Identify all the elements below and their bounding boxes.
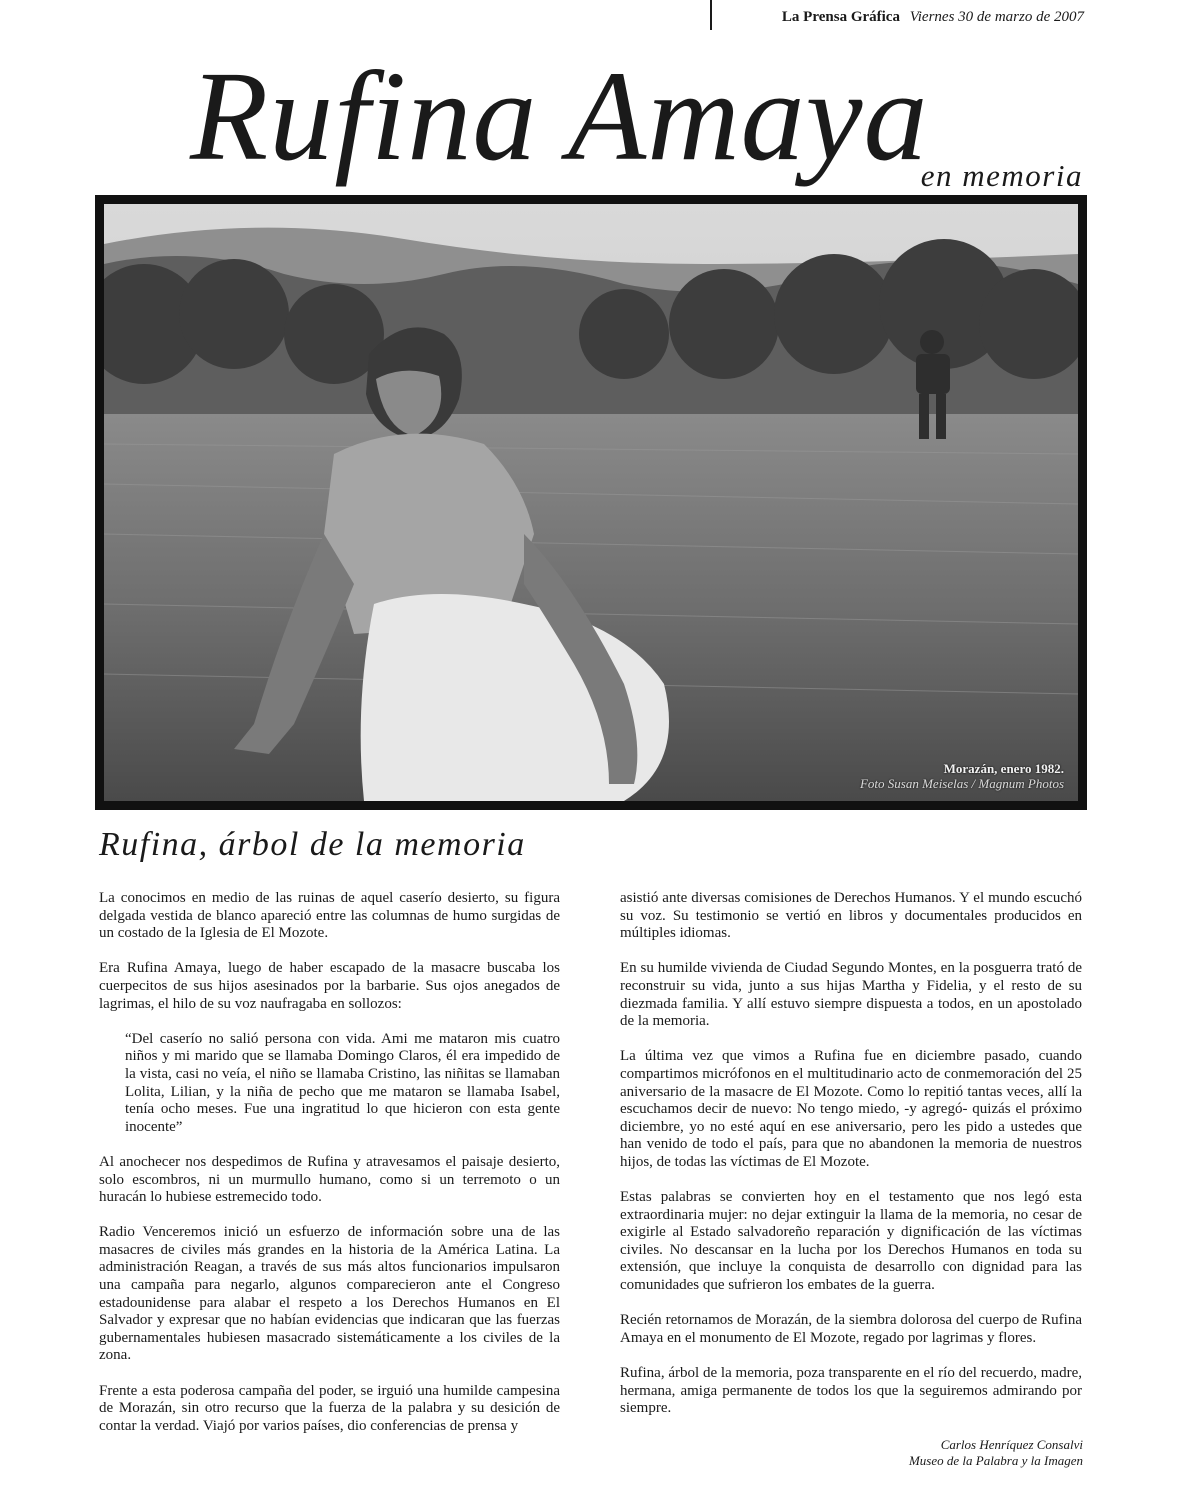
paragraph: En su humilde vivienda de Ciudad Segundo Montes, en la posguerra trató de reconstruir su vida, junto a sus hijas Martha y Fidelia, y el resto de su diezmada familia. Y allí estuvo siempre dispuesta a todos, en un apostolado de la memoria. <box>620 960 1082 1030</box>
paragraph: La última vez que vimos a Rufina fue en diciembre pasado, cuando compartimos micrófonos en el multitudinario acto de conmemoración del 25 aniversario de la masacre de El Mozote. Como lo repitió tantas veces, allí la escuchamos decir de nuevo: No tengo miedo, -y agregó- quizás el próximo diciembre, yo no esté aquí en ese aniversario, pero les pido a ustedes que han venido de todo el país, para que no abandonen la memoria de nuestros hijos, de todas las víctimas de El Mozote. <box>620 1048 1082 1170</box>
article-left-column <box>99 890 560 1453</box>
paragraph: Radio Venceremos inició un esfuerzo de información sobre una de las masacres de civiles más grandes en la historia de la América Latina. La administración Reagan, a través de sus más altos funcionarios impulsaron una campaña para negarlo, algunos comparecieron ante el Congreso estadounidense para alabar el respeto a los Derechos Humanos en El Salvador y expresar que no habían evidencias que indicaran que las fuerzas gubernamentales hubiesen masacrado sistemáticamente a los civiles de la zona. <box>99 1224 560 1364</box>
paragraph: Era Rufina Amaya, luego de haber escapado de la masacre buscaba los cuerpecitos de sus hijos asesinados por la barbarie. Sus ojos anegados de lagrimas, el hilo de su voz naufragaba en sollozos: <box>99 960 560 1012</box>
masthead <box>782 9 1084 26</box>
author-signature <box>909 1437 1083 1469</box>
paragraph: La conocimos en medio de las ruinas de aquel caserío desierto, su figura delgada vestida de blanco apareció entre las columnas de humo surgidas de un costado de la Iglesia de El Mozote. <box>99 890 560 942</box>
page-title: Rufina Amaya <box>190 45 929 187</box>
paragraph: Frente a esta poderosa campaña del poder, se irguió una humilde campesina de Morazán, sin otro recurso que la fuerza de la palabra y su desición de contar la verdad. Viajó por varios países, dio conferencias de prensa y <box>99 1382 560 1434</box>
article-right-column <box>620 890 1082 1435</box>
header-vertical-rule <box>710 0 712 30</box>
testimony-quote: “Del caserío no salió persona con vida. Ami me mataron mis cuatro niños y mi marido que se llamaba Domingo Claros, él era impedido de la vista, casi no veía, el niño se llamaba Cristino, las niñitas se llamaban Lolita, Lilian, y la niña de pecho que me mataron se llamaba Isabel, tenía ocho meses. Fue una ingratitud lo que hicieron con esta gente inocente” <box>125 1030 560 1135</box>
feature-photo-frame <box>95 195 1087 810</box>
author-name: Carlos Henríquez Consalvi <box>940 1437 1083 1452</box>
feature-photo <box>104 204 1078 801</box>
page-subtitle: en memoria <box>920 158 1083 193</box>
author-affiliation: Museo de la Palabra y la Imagen <box>908 1453 1083 1468</box>
article-headline: Rufina, árbol de la memoria <box>99 826 526 863</box>
paragraph: Recién retornamos de Morazán, de la siembra dolorosa del cuerpo de Rufina Amaya en el monumento de El Mozote, regado por lagrimas y flores. <box>620 1312 1082 1346</box>
photo-illustration <box>104 204 1078 801</box>
issue-date: Viernes 30 de marzo de 2007 <box>909 9 1084 25</box>
photo-caption <box>860 761 1064 791</box>
caption-credit: Foto Susan Meiselas / Magnum Photos <box>859 776 1064 791</box>
paragraph: Al anochecer nos despedimos de Rufina y atravesamos el paisaje desierto, solo escombros, ni un murmullo humano, como si un terremoto o un huracán lo hubiese estremecido todo. <box>99 1153 560 1206</box>
paragraph: Rufina, árbol de la memoria, poza transparente en el río del recuerdo, madre, hermana, amiga permanente de todos los que la seguiremos admirando por siempre. <box>620 1365 1082 1417</box>
caption-place: Morazán, enero 1982. <box>943 761 1064 776</box>
paragraph: Estas palabras se convierten hoy en el testamento que nos legó esta extraordinaria mujer: no dejar extinguir la llama de la memoria, no cesar de exigirle al Estado salvadoreño reparación y dignificación de las víctimas civiles. No descansar en la lucha por los Derechos Humanos en toda su extensión, que incluye la conquista de desarrollo con dignidad para las comunidades que sufrieron los embates de la guerra. <box>620 1189 1082 1294</box>
paragraph: asistió ante diversas comisiones de Derechos Humanos. Y el mundo escuchó su voz. Su testimonio se vertió en libros y documentales producidos en múltiples idiomas. <box>620 890 1082 942</box>
newspaper-name: La Prensa Gráfica <box>781 9 900 25</box>
